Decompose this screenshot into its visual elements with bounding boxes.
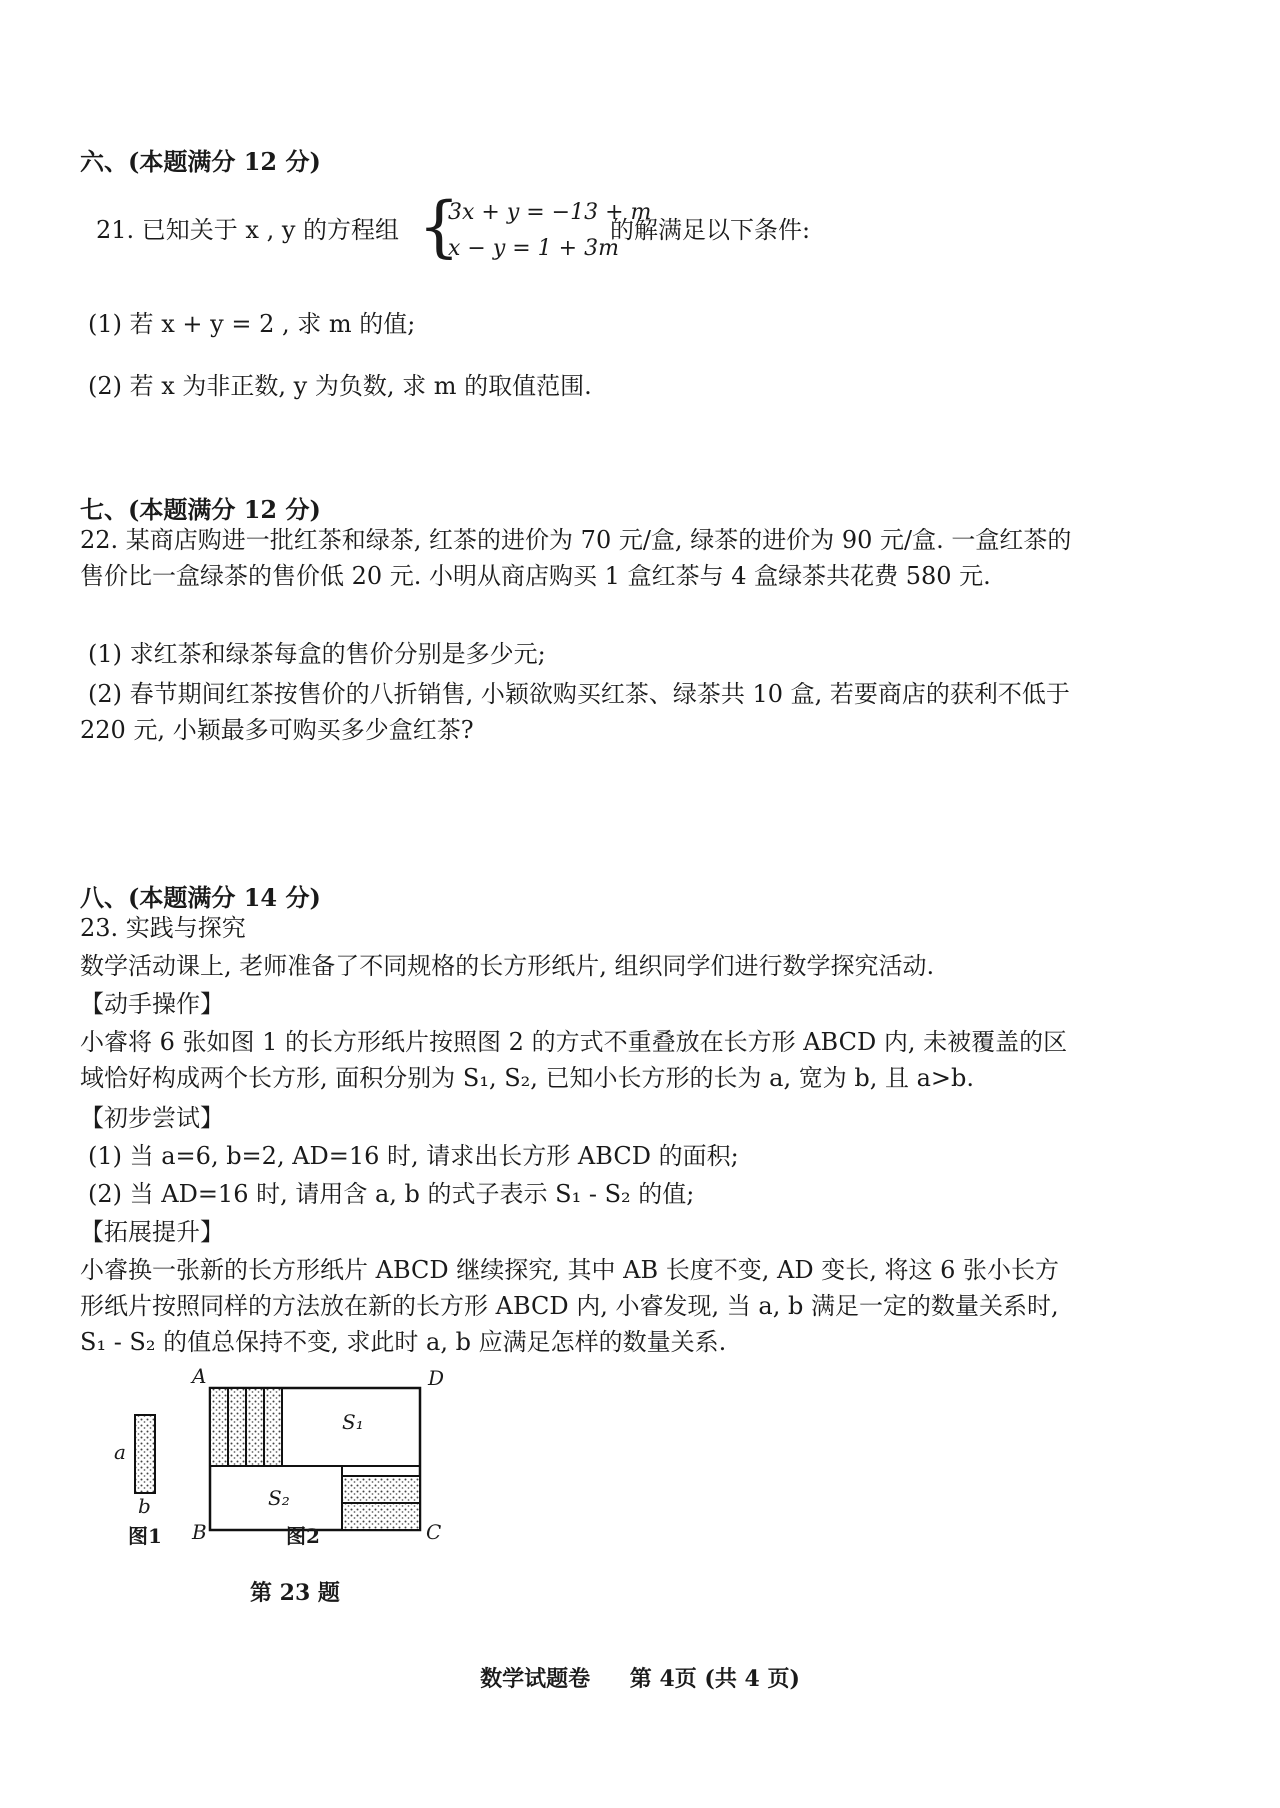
part-extend-title: 【拓展提升】	[80, 1218, 224, 1246]
fig2-strip-3	[246, 1388, 264, 1466]
brace-symbol: {	[418, 188, 460, 265]
q23-intro: 数学活动课上, 老师准备了不同规格的长方形纸片, 组织同学们进行数学探究活动.	[80, 952, 935, 980]
fig2-label-s2: S₂	[268, 1486, 290, 1510]
q21-tail: 的解满足以下条件:	[610, 216, 811, 244]
q22-part-1: (1) 求红茶和绿茶每盒的售价分别是多少元;	[88, 640, 546, 668]
q21-equation-2: x − y = 1 + 3m	[448, 236, 619, 261]
q21-equation-system	[418, 188, 652, 270]
figure-caption: 第 23 题	[250, 1580, 340, 1606]
fig2-strip-4	[264, 1388, 282, 1466]
fig1-label-a: a	[114, 1440, 126, 1464]
footer-subject: 数学试题卷	[480, 1666, 591, 1692]
fig2-strip-1	[210, 1388, 228, 1466]
fig1-caption: 图1	[128, 1524, 162, 1548]
part-initial-title: 【初步尝试】	[80, 1104, 224, 1132]
fig2-caption: 图2	[286, 1524, 320, 1548]
section-8-heading: 八、(本题满分 14 分)	[80, 883, 321, 912]
q21-part-2: (2) 若 x 为非正数, y 为负数, 求 m 的取值范围.	[88, 372, 592, 400]
q21-equation-1: 3x + y = −13 + m	[448, 200, 652, 225]
fig2-horizontal-piece-1	[342, 1476, 420, 1503]
footer-page-number: 第 4页 (共 4 页)	[629, 1666, 800, 1692]
fig2-label-d: D	[428, 1366, 445, 1390]
figure-23	[110, 1364, 460, 1570]
fig2-strip-2	[228, 1388, 246, 1466]
fig2-horizontal-piece-2	[342, 1503, 420, 1530]
part-extend-text: 小睿换一张新的长方形纸片 ABCD 继续探究, 其中 AB 长度不变, AD 变长, 将这 6 张小长方形纸片按照同样的方法放在新的长方形 ABCD 内, 小睿发现, 当 a, b 满足一定的数量关系时, S₁ - S₂ 的值总保持不变, 求此时 a, b 应满足怎样的数量关系.	[80, 1256, 1060, 1356]
fig1-label-b: b	[138, 1494, 151, 1518]
fig2-label-b: B	[192, 1520, 207, 1544]
fig2-label-s1: S₁	[342, 1410, 364, 1434]
fig1-rectangle	[135, 1415, 155, 1493]
part-hands-on-title: 【动手操作】	[80, 990, 224, 1018]
part-initial-q2: (2) 当 AD=16 时, 请用含 a, b 的式子表示 S₁ - S₂ 的值;	[88, 1180, 695, 1208]
section-6-heading: 六、(本题满分 12 分)	[80, 147, 321, 176]
q22-part-2: (2) 春节期间红茶按售价的八折销售, 小颖欲购买红茶、绿茶共 10 盒, 若要商店的获利不低于 220 元, 小颖最多可购买多少盒红茶?	[80, 680, 1070, 744]
q21-intro: 21. 已知关于 x , y 的方程组	[96, 216, 400, 244]
fig2-label-c: C	[426, 1520, 442, 1544]
q22-text: 22. 某商店购进一批红茶和绿茶, 红茶的进价为 70 元/盒, 绿茶的进价为 90 元/盒. 一盒红茶的售价比一盒绿茶的售价低 20 元. 小明从商店购买 1 盒红茶与 4 盒绿茶共花费 580 元.	[80, 526, 1072, 590]
q23-title: 23. 实践与探究	[80, 914, 246, 942]
fig2-label-a: A	[192, 1364, 207, 1388]
page-footer	[0, 1662, 1280, 1693]
figure-23-drawing	[110, 1370, 460, 1570]
part-initial-q1: (1) 当 a=6, b=2, AD=16 时, 请求出长方形 ABCD 的面积;	[88, 1142, 739, 1170]
section-7-heading: 七、(本题满分 12 分)	[80, 495, 321, 524]
q21-part-1: (1) 若 x + y = 2 , 求 m 的值;	[88, 310, 416, 338]
part-hands-on-text: 小睿将 6 张如图 1 的长方形纸片按照图 2 的方式不重叠放在长方形 ABCD 内, 未被覆盖的区域恰好构成两个长方形, 面积分别为 S₁, S₂, 已知小长方形的长为 a, 宽为 b, 且 a>b.	[80, 1028, 1068, 1092]
